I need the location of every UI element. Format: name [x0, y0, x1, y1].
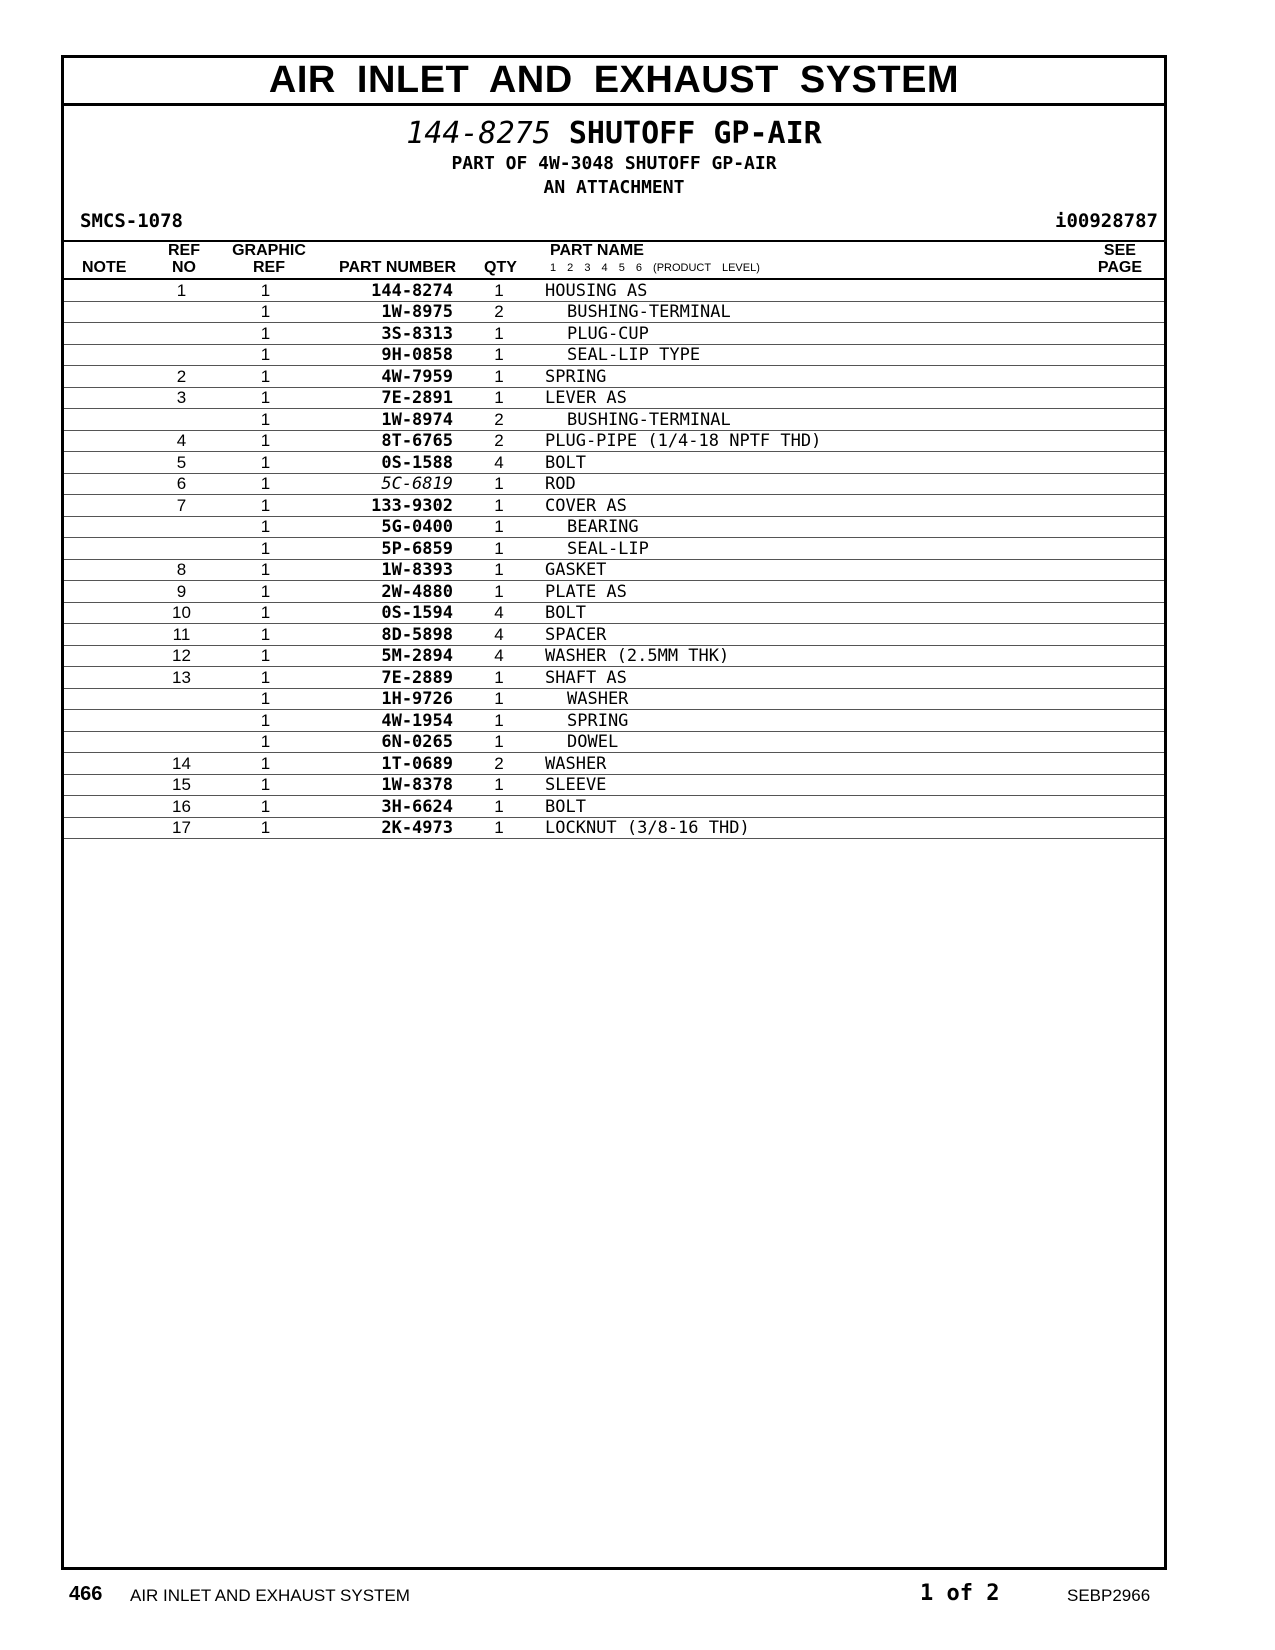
- cell-graphic-ref: 1: [219, 323, 312, 345]
- table-row: [64, 538, 1164, 560]
- cell-qty: 4: [453, 624, 545, 646]
- cell-graphic-ref: 1: [219, 624, 312, 646]
- cell-part-name: SEAL-LIP TYPE: [545, 344, 1104, 366]
- cell-part-name: GASKET: [545, 559, 1104, 581]
- cell-graphic-ref: 1: [219, 366, 312, 388]
- cell-qty: 1: [453, 280, 545, 301]
- cell-ref-no: 11: [144, 624, 219, 646]
- cell-graphic-ref: 1: [219, 602, 312, 624]
- header-graphic-ref: [229, 242, 309, 276]
- header-graphic-top: GRAPHIC: [232, 242, 306, 259]
- cell-graphic-ref: 1: [219, 452, 312, 474]
- cell-part-number: 6N-0265: [312, 731, 453, 753]
- cell-part-name: WASHER: [545, 753, 1104, 775]
- cell-part-number: 144-8274: [312, 280, 453, 301]
- cell-qty: 1: [453, 667, 545, 689]
- cell-qty: 1: [453, 516, 545, 538]
- header-see-page: [1098, 242, 1142, 276]
- cell-note: [64, 516, 144, 538]
- cell-note: [64, 796, 144, 818]
- cell-qty: 1: [453, 538, 545, 560]
- smcs-code: SMCS-1078: [80, 210, 183, 232]
- cell-part-name: WASHER: [545, 688, 1104, 710]
- cell-part-number: 9H-0858: [312, 344, 453, 366]
- cell-qty: 4: [453, 452, 545, 474]
- cell-note: [64, 624, 144, 646]
- cell-graphic-ref: 1: [219, 559, 312, 581]
- cell-note: [64, 753, 144, 775]
- group-part-of: PART OF 4W-3048 SHUTOFF GP-AIR: [451, 153, 777, 174]
- cell-part-number: 1W-8378: [312, 774, 453, 796]
- cell-see-page: [1104, 774, 1164, 796]
- footer-page-number: 466: [69, 1583, 103, 1605]
- cell-note: [64, 688, 144, 710]
- cell-ref-no: 8: [144, 559, 219, 581]
- cell-part-name: BEARING: [545, 516, 1104, 538]
- group-number: 144-8275: [406, 116, 551, 151]
- header-ref-bottom: NO: [172, 259, 196, 276]
- cell-ref-no: 6: [144, 473, 219, 495]
- cell-qty: 2: [453, 409, 545, 431]
- cell-ref-no: 14: [144, 753, 219, 775]
- table-row: [64, 645, 1164, 667]
- cell-see-page: [1104, 817, 1164, 839]
- cell-note: [64, 538, 144, 560]
- cell-part-number: 1T-0689: [312, 753, 453, 775]
- cell-graphic-ref: 1: [219, 753, 312, 775]
- cell-see-page: [1104, 473, 1164, 495]
- cell-qty: 1: [453, 344, 545, 366]
- cell-see-page: [1104, 710, 1164, 732]
- cell-qty: 2: [453, 301, 545, 323]
- cell-ref-no: [144, 344, 219, 366]
- footer-system-name: AIR INLET AND EXHAUST SYSTEM: [130, 1586, 410, 1605]
- cell-qty: 1: [453, 774, 545, 796]
- cell-part-number: 7E-2889: [312, 667, 453, 689]
- cell-see-page: [1104, 280, 1164, 301]
- cell-ref-no: 10: [144, 602, 219, 624]
- cell-part-name: BOLT: [545, 602, 1104, 624]
- cell-see-page: [1104, 667, 1164, 689]
- cell-graphic-ref: 1: [219, 817, 312, 839]
- table-row: [64, 516, 1164, 538]
- header-part-name: PART NAME: [550, 242, 644, 259]
- section-title: AIR INLET AND EXHAUST SYSTEM: [64, 58, 1164, 106]
- cell-note: [64, 645, 144, 667]
- cell-qty: 4: [453, 645, 545, 667]
- cell-graphic-ref: 1: [219, 280, 312, 301]
- cell-see-page: [1104, 796, 1164, 818]
- cell-qty: 1: [453, 817, 545, 839]
- cell-graphic-ref: 1: [219, 430, 312, 452]
- cell-part-name: BUSHING-TERMINAL: [545, 301, 1104, 323]
- cell-ref-no: 4: [144, 430, 219, 452]
- cell-see-page: [1104, 581, 1164, 603]
- cell-see-page: [1104, 301, 1164, 323]
- cell-note: [64, 409, 144, 431]
- cell-part-name: LEVER AS: [545, 387, 1104, 409]
- group-name: SHUTOFF GP-AIR: [568, 116, 822, 151]
- table-row: [64, 323, 1164, 345]
- cell-ref-no: 5: [144, 452, 219, 474]
- parts-table-body: [64, 280, 1164, 839]
- cell-part-number: 5M-2894: [312, 645, 453, 667]
- cell-ref-no: [144, 516, 219, 538]
- table-row: [64, 667, 1164, 689]
- cell-part-name: BOLT: [545, 452, 1104, 474]
- cell-graphic-ref: 1: [219, 731, 312, 753]
- cell-part-number: 4W-1954: [312, 710, 453, 732]
- cell-part-number: 1H-9726: [312, 688, 453, 710]
- illustration-id: i00928787: [1055, 210, 1158, 232]
- cell-part-number: 3H-6624: [312, 796, 453, 818]
- table-row: [64, 473, 1164, 495]
- cell-note: [64, 667, 144, 689]
- cell-ref-no: 1: [144, 280, 219, 301]
- cell-qty: 1: [453, 323, 545, 345]
- cell-note: [64, 452, 144, 474]
- table-row: [64, 753, 1164, 775]
- cell-part-number: 5P-6859: [312, 538, 453, 560]
- cell-graphic-ref: 1: [219, 409, 312, 431]
- cell-ref-no: 9: [144, 581, 219, 603]
- cell-part-name: SHAFT AS: [545, 667, 1104, 689]
- table-row: [64, 710, 1164, 732]
- cell-part-number: 7E-2891: [312, 387, 453, 409]
- cell-part-number: 0S-1588: [312, 452, 453, 474]
- cell-qty: 1: [453, 387, 545, 409]
- cell-see-page: [1104, 516, 1164, 538]
- cell-ref-no: 3: [144, 387, 219, 409]
- cell-note: [64, 473, 144, 495]
- cell-qty: 1: [453, 559, 545, 581]
- cell-part-number: 1W-8974: [312, 409, 453, 431]
- cell-note: [64, 366, 144, 388]
- cell-graphic-ref: 1: [219, 301, 312, 323]
- header-product-levels: 1 2 3 4 5 6 (PRODUCT LEVEL): [550, 262, 760, 274]
- cell-ref-no: [144, 710, 219, 732]
- cell-note: [64, 280, 144, 301]
- parts-page-frame: [61, 55, 1167, 1570]
- cell-graphic-ref: 1: [219, 667, 312, 689]
- header-ref-top: REF: [168, 242, 200, 259]
- table-row: [64, 602, 1164, 624]
- group-heading: [64, 106, 1164, 200]
- cell-part-name: BUSHING-TERMINAL: [545, 409, 1104, 431]
- cell-ref-no: 7: [144, 495, 219, 517]
- cell-see-page: [1104, 731, 1164, 753]
- page-footer: [0, 1575, 1275, 1615]
- cell-qty: 1: [453, 495, 545, 517]
- cell-see-page: [1104, 645, 1164, 667]
- cell-part-name: PLUG-CUP: [545, 323, 1104, 345]
- cell-qty: 1: [453, 731, 545, 753]
- cell-qty: 1: [453, 581, 545, 603]
- cell-note: [64, 301, 144, 323]
- cell-part-name: COVER AS: [545, 495, 1104, 517]
- cell-ref-no: 13: [144, 667, 219, 689]
- cell-part-number: 5C-6819: [312, 473, 453, 495]
- table-row: [64, 731, 1164, 753]
- cell-qty: 1: [453, 688, 545, 710]
- cell-part-name: SLEEVE: [545, 774, 1104, 796]
- cell-note: [64, 495, 144, 517]
- cell-note: [64, 581, 144, 603]
- cell-part-number: 0S-1594: [312, 602, 453, 624]
- table-row: [64, 688, 1164, 710]
- cell-ref-no: [144, 688, 219, 710]
- header-see-top: SEE: [1103, 242, 1136, 259]
- group-title: [64, 116, 1164, 152]
- cell-graphic-ref: 1: [219, 710, 312, 732]
- cell-note: [64, 817, 144, 839]
- table-row: [64, 774, 1164, 796]
- cell-note: [64, 344, 144, 366]
- header-graphic-bottom: REF: [253, 259, 285, 276]
- header-see-bottom: PAGE: [1097, 259, 1142, 276]
- cell-graphic-ref: 1: [219, 473, 312, 495]
- table-row: [64, 366, 1164, 388]
- cell-graphic-ref: 1: [219, 796, 312, 818]
- cell-qty: 4: [453, 602, 545, 624]
- cell-ref-no: 16: [144, 796, 219, 818]
- header-part-number: PART NUMBER: [339, 259, 457, 276]
- cell-ref-no: 15: [144, 774, 219, 796]
- cell-part-name: SPACER: [545, 624, 1104, 646]
- header-note: NOTE: [82, 259, 127, 276]
- cell-part-number: 1W-8975: [312, 301, 453, 323]
- header-qty: QTY: [484, 259, 517, 276]
- table-row: [64, 559, 1164, 581]
- cell-ref-no: [144, 301, 219, 323]
- cell-part-name: HOUSING AS: [545, 280, 1104, 301]
- table-row: [64, 409, 1164, 431]
- table-row: [64, 387, 1164, 409]
- cell-note: [64, 774, 144, 796]
- cell-ref-no: [144, 323, 219, 345]
- cell-ref-no: [144, 731, 219, 753]
- cell-part-name: BOLT: [545, 796, 1104, 818]
- cell-graphic-ref: 1: [219, 387, 312, 409]
- cell-part-number: 2K-4973: [312, 817, 453, 839]
- cell-graphic-ref: 1: [219, 645, 312, 667]
- cell-part-number: 4W-7959: [312, 366, 453, 388]
- cell-note: [64, 387, 144, 409]
- cell-see-page: [1104, 559, 1164, 581]
- cell-graphic-ref: 1: [219, 774, 312, 796]
- cell-graphic-ref: 1: [219, 538, 312, 560]
- cell-see-page: [1104, 430, 1164, 452]
- cell-ref-no: 2: [144, 366, 219, 388]
- table-row: [64, 624, 1164, 646]
- cell-ref-no: [144, 409, 219, 431]
- cell-part-name: LOCKNUT (3/8-16 THD): [545, 817, 1104, 839]
- cell-graphic-ref: 1: [219, 344, 312, 366]
- cell-see-page: [1104, 344, 1164, 366]
- table-header: [64, 240, 1164, 280]
- cell-see-page: [1104, 323, 1164, 345]
- cell-see-page: [1104, 366, 1164, 388]
- table-row: [64, 817, 1164, 839]
- cell-note: [64, 602, 144, 624]
- table-row: [64, 581, 1164, 603]
- cell-part-number: 3S-8313: [312, 323, 453, 345]
- cell-part-name: ROD: [545, 473, 1104, 495]
- identifier-row: [64, 206, 1164, 240]
- cell-note: [64, 430, 144, 452]
- cell-part-number: 8T-6765: [312, 430, 453, 452]
- cell-part-name: PLATE AS: [545, 581, 1104, 603]
- cell-graphic-ref: 1: [219, 495, 312, 517]
- table-row: [64, 430, 1164, 452]
- cell-see-page: [1104, 409, 1164, 431]
- cell-part-name: SPRING: [545, 366, 1104, 388]
- table-row: [64, 280, 1164, 301]
- table-row: [64, 301, 1164, 323]
- cell-qty: 2: [453, 753, 545, 775]
- cell-ref-no: [144, 538, 219, 560]
- cell-part-number: 8D-5898: [312, 624, 453, 646]
- cell-part-number: 133-9302: [312, 495, 453, 517]
- cell-note: [64, 323, 144, 345]
- cell-qty: 1: [453, 710, 545, 732]
- cell-see-page: [1104, 624, 1164, 646]
- footer-sheet: 1 of 2: [920, 1581, 1000, 1606]
- cell-see-page: [1104, 495, 1164, 517]
- cell-part-number: 1W-8393: [312, 559, 453, 581]
- cell-see-page: [1104, 452, 1164, 474]
- header-ref-no: [164, 242, 204, 276]
- cell-part-name: SPRING: [545, 710, 1104, 732]
- cell-note: [64, 731, 144, 753]
- table-row: [64, 344, 1164, 366]
- cell-note: [64, 559, 144, 581]
- cell-part-name: PLUG-PIPE (1/4-18 NPTF THD): [545, 430, 1104, 452]
- cell-note: [64, 710, 144, 732]
- table-row: [64, 452, 1164, 474]
- cell-part-name: SEAL-LIP: [545, 538, 1104, 560]
- cell-see-page: [1104, 387, 1164, 409]
- cell-part-number: 5G-0400: [312, 516, 453, 538]
- cell-ref-no: 12: [144, 645, 219, 667]
- cell-part-name: WASHER (2.5MM THK): [545, 645, 1104, 667]
- footer-document-number: SEBP2966: [1067, 1586, 1151, 1605]
- cell-see-page: [1104, 538, 1164, 560]
- cell-see-page: [1104, 753, 1164, 775]
- cell-qty: 1: [453, 366, 545, 388]
- group-attachment: AN ATTACHMENT: [543, 177, 685, 198]
- cell-graphic-ref: 1: [219, 581, 312, 603]
- parts-table: [64, 280, 1164, 839]
- cell-graphic-ref: 1: [219, 516, 312, 538]
- cell-part-name: DOWEL: [545, 731, 1104, 753]
- cell-see-page: [1104, 602, 1164, 624]
- cell-see-page: [1104, 688, 1164, 710]
- cell-qty: 2: [453, 430, 545, 452]
- table-row: [64, 495, 1164, 517]
- cell-part-number: 2W-4880: [312, 581, 453, 603]
- cell-ref-no: 17: [144, 817, 219, 839]
- cell-qty: 1: [453, 473, 545, 495]
- cell-qty: 1: [453, 796, 545, 818]
- table-row: [64, 796, 1164, 818]
- cell-graphic-ref: 1: [219, 688, 312, 710]
